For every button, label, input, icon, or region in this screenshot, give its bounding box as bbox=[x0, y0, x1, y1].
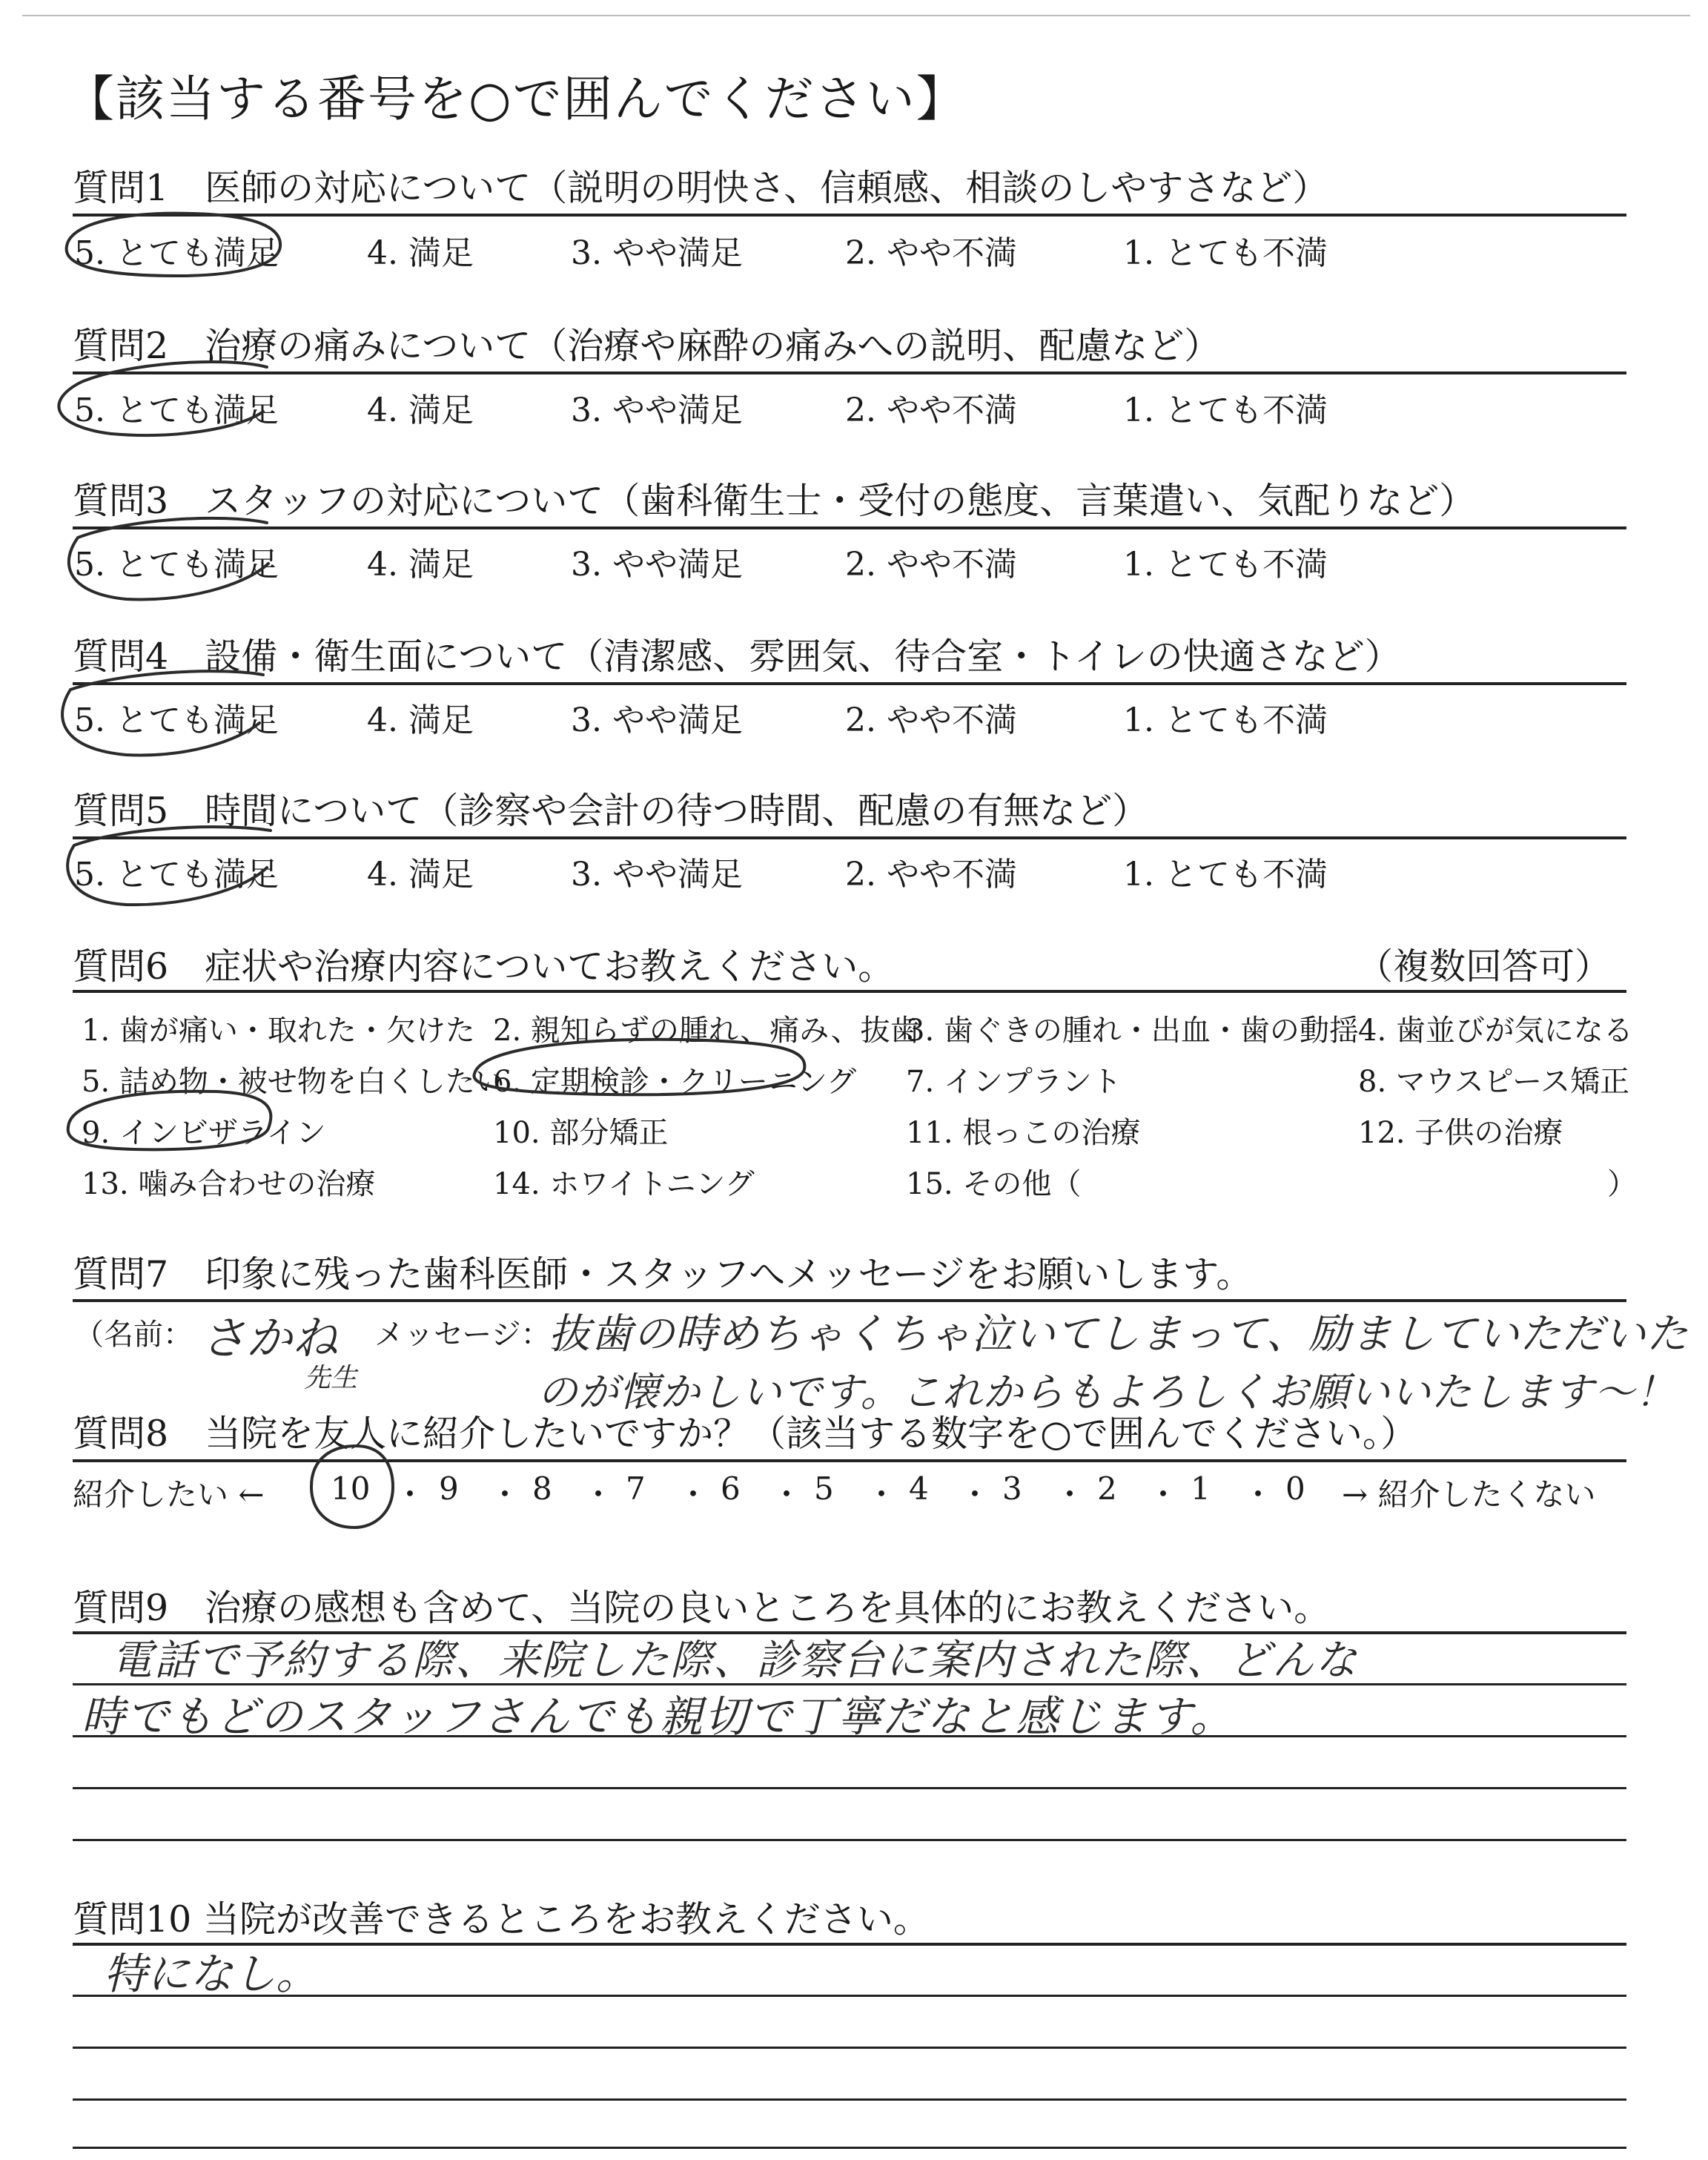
q2-option-2[interactable]: 2. やや不満 bbox=[845, 392, 1017, 429]
q6-option-10[interactable]: 10. 部分矯正 bbox=[493, 1116, 669, 1150]
q6-option-13[interactable]: 13. 噛み合わせの治療 bbox=[82, 1167, 376, 1201]
q8-dot: ・ bbox=[583, 1476, 615, 1513]
q8-dot: ・ bbox=[866, 1476, 898, 1513]
q1-option-2[interactable]: 2. やや不満 bbox=[845, 234, 1017, 272]
q8-score-5[interactable]: 5 bbox=[814, 1470, 834, 1507]
q7-hand-name-suffix: 先生 bbox=[304, 1363, 358, 1393]
question-7: 質問7 印象に残った歯科医師・スタッフへメッセージをお願いします。 bbox=[73, 1253, 1253, 1295]
q7-hand-message-line2[interactable]: のが懐かしいです。これからもよろしくお願いいたします〜！ bbox=[537, 1369, 1676, 1416]
q7-hand-name[interactable]: さかね bbox=[200, 1311, 339, 1365]
q8-score-9[interactable]: 9 bbox=[439, 1470, 459, 1507]
q2-option-1[interactable]: 1. とても不満 bbox=[1123, 392, 1328, 429]
q4-option-1[interactable]: 1. とても不満 bbox=[1123, 701, 1328, 739]
q8-score-1[interactable]: 1 bbox=[1191, 1470, 1211, 1507]
q6-option-12[interactable]: 12. 子供の治療 bbox=[1358, 1116, 1563, 1150]
q8-dot: ・ bbox=[489, 1476, 521, 1513]
question-3: 質問3 スタッフの対応について（歯科衛生士・受付の態度、言葉遣い、気配りなど） bbox=[73, 480, 1476, 522]
q7-message-label: メッセージ： bbox=[374, 1318, 551, 1352]
q6-option-7[interactable]: 7. インプラント bbox=[906, 1065, 1122, 1099]
q3-option-5[interactable]: 5. とても満足 bbox=[74, 546, 279, 584]
q9-line-5 bbox=[73, 1839, 1626, 1841]
q3-option-1[interactable]: 1. とても不満 bbox=[1123, 546, 1328, 584]
question-6: 質問6 症状や治療内容についてお教えください。 bbox=[73, 945, 895, 988]
q8-score-10[interactable]: 10 bbox=[331, 1470, 371, 1507]
q10-line-4 bbox=[73, 2098, 1626, 2101]
q3-option-4[interactable]: 4. 満足 bbox=[367, 546, 474, 584]
q10-hand-line1[interactable]: 特になし。 bbox=[104, 1949, 320, 1999]
q8-dot: ・ bbox=[771, 1476, 803, 1513]
q6-option-6[interactable]: 6. 定期検診・クリーニング bbox=[493, 1065, 857, 1099]
question-1-rule bbox=[73, 214, 1626, 217]
q8-dot: ・ bbox=[1054, 1476, 1086, 1513]
q8-dot: ・ bbox=[1242, 1476, 1274, 1513]
q7-name-label: （名前： bbox=[74, 1318, 193, 1352]
q9-line-4 bbox=[73, 1787, 1626, 1789]
q1-option-5[interactable]: 5. とても満足 bbox=[74, 234, 279, 272]
q4-option-5[interactable]: 5. とても満足 bbox=[74, 701, 279, 739]
q8-dot: ・ bbox=[1148, 1476, 1179, 1513]
question-4-rule bbox=[73, 682, 1626, 685]
page-title: 【該当する番号を○で囲んでください】 bbox=[65, 70, 967, 128]
q6-option-1[interactable]: 1. 歯が痛い・取れた・欠けた bbox=[82, 1014, 475, 1048]
question-3-rule bbox=[73, 526, 1626, 529]
q6-option-15-close: ） bbox=[1607, 1167, 1637, 1201]
q6-option-2[interactable]: 2. 親知らずの腫れ、痛み、抜歯 bbox=[493, 1014, 920, 1048]
question-6-note: （複数回答可） bbox=[1357, 945, 1612, 988]
q5-option-5[interactable]: 5. とても満足 bbox=[74, 856, 279, 894]
q2-option-3[interactable]: 3. やや満足 bbox=[571, 392, 743, 429]
q4-option-3[interactable]: 3. やや満足 bbox=[571, 701, 743, 739]
q1-option-4[interactable]: 4. 満足 bbox=[367, 234, 474, 272]
q3-option-3[interactable]: 3. やや満足 bbox=[571, 546, 743, 584]
question-8: 質問8 当院を友人に紹介したいですか？（該当する数字を○で囲んでください。） bbox=[73, 1413, 1417, 1455]
question-8-rule bbox=[73, 1459, 1626, 1462]
q5-option-2[interactable]: 2. やや不満 bbox=[845, 856, 1017, 894]
q2-option-5[interactable]: 5. とても満足 bbox=[74, 392, 279, 429]
q5-option-4[interactable]: 4. 満足 bbox=[367, 856, 474, 894]
q1-option-1[interactable]: 1. とても不満 bbox=[1123, 234, 1328, 272]
question-2-rule bbox=[73, 371, 1626, 374]
question-5-rule bbox=[73, 836, 1626, 839]
q4-option-2[interactable]: 2. やや不満 bbox=[845, 701, 1017, 739]
q10-line-5 bbox=[73, 2147, 1626, 2149]
q8-dot: ・ bbox=[678, 1476, 709, 1513]
q5-option-1[interactable]: 1. とても不満 bbox=[1123, 856, 1328, 894]
q6-option-4[interactable]: 4. 歯並びが気になる bbox=[1358, 1014, 1633, 1048]
q8-right-label: → 紹介したくない bbox=[1342, 1476, 1596, 1513]
q8-score-7[interactable]: 7 bbox=[626, 1470, 646, 1507]
q8-dot: ・ bbox=[394, 1476, 426, 1513]
question-1: 質問1 医師の対応について（説明の明快さ、信頼感、相談のしやすさなど） bbox=[73, 167, 1329, 209]
q8-score-3[interactable]: 3 bbox=[1002, 1470, 1022, 1507]
q9-hand-line1[interactable]: 電話で予約する際、来院した際、診察台に案内された際、どんな bbox=[111, 1636, 1358, 1685]
q5-option-3[interactable]: 3. やや満足 bbox=[571, 856, 743, 894]
q8-dot: ・ bbox=[959, 1476, 991, 1513]
q4-option-4[interactable]: 4. 満足 bbox=[367, 701, 474, 739]
q6-option-11[interactable]: 11. 根っこの治療 bbox=[906, 1116, 1141, 1150]
q8-score-6[interactable]: 6 bbox=[721, 1470, 741, 1507]
q7-hand-message-line1[interactable]: 抜歯の時めちゃくちゃ泣いてしまって、励ましていただいた bbox=[549, 1310, 1689, 1358]
q8-score-8[interactable]: 8 bbox=[532, 1470, 552, 1507]
q1-option-3[interactable]: 3. やや満足 bbox=[571, 234, 743, 272]
q10-line-3 bbox=[73, 2047, 1626, 2049]
q8-left-label: 紹介したい ← bbox=[73, 1476, 265, 1513]
page-top-border bbox=[22, 15, 1690, 16]
q6-option-8[interactable]: 8. マウスピース矯正 bbox=[1358, 1065, 1630, 1099]
q6-option-3[interactable]: 3. 歯ぐきの腫れ・出血・歯の動揺 bbox=[906, 1014, 1359, 1048]
question-2: 質問2 治療の痛みについて（治療や麻酔の痛みへの説明、配慮など） bbox=[73, 325, 1221, 367]
q8-score-2[interactable]: 2 bbox=[1097, 1470, 1117, 1507]
q6-option-15[interactable]: 15. その他（ bbox=[906, 1167, 1082, 1201]
question-10: 質問10 当院が改善できるところをお教えください。 bbox=[73, 1898, 930, 1941]
q6-option-9[interactable]: 9. インビザライン bbox=[82, 1116, 326, 1150]
question-9: 質問9 治療の感想も含めて、当院の良いところを具体的にお教えください。 bbox=[73, 1587, 1331, 1629]
question-6-rule bbox=[73, 990, 1626, 993]
q6-option-14[interactable]: 14. ホワイトニング bbox=[493, 1167, 755, 1201]
q9-hand-line2[interactable]: 時でもどのスタッフさんでも親切で丁寧だなと感じます。 bbox=[82, 1691, 1235, 1742]
question-4: 質問4 設備・衛生面について（清潔感、雰囲気、待合室・トイレの快適さなど） bbox=[73, 635, 1401, 678]
q2-option-4[interactable]: 4. 満足 bbox=[367, 392, 474, 429]
q8-score-4[interactable]: 4 bbox=[909, 1470, 929, 1507]
question-5: 質問5 時間について（診察や会計の待つ時間、配慮の有無など） bbox=[73, 790, 1149, 832]
q8-score-0[interactable]: 0 bbox=[1285, 1470, 1305, 1507]
q3-option-2[interactable]: 2. やや不満 bbox=[845, 546, 1017, 584]
q6-option-5[interactable]: 5. 詰め物・被せ物を白くしたい bbox=[82, 1065, 505, 1099]
